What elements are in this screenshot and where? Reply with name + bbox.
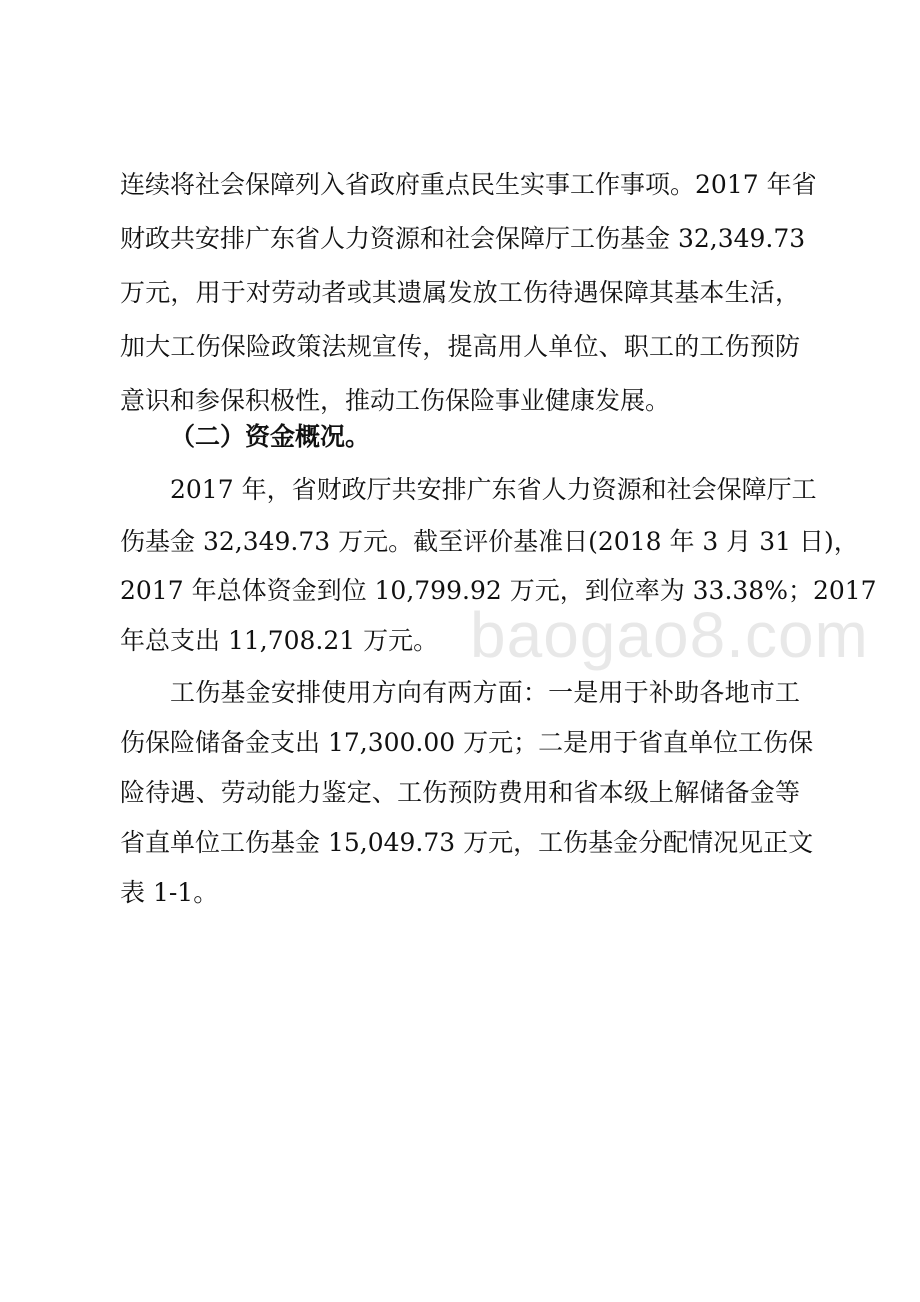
- p1-line-4: 加大工伤保险政策法规宣传，提高用人单位、职工的工伤预防: [120, 332, 800, 361]
- p2-line-1: 2017 年，省财政厅共安排广东省人力资源和社会保障厅工: [170, 475, 817, 504]
- p3-line-4: 省直单位工伤基金 15,049.73 万元，工伤基金分配情况见正文: [120, 828, 814, 857]
- p1-line-5: 意识和参保积极性，推动工伤保险事业健康发展。: [120, 386, 671, 415]
- p1-line-1: 连续将社会保障列入省政府重点民生实事工作事项。2017 年省: [120, 170, 817, 199]
- p1-line-3: 万元，用于对劳动者或其遗属发放工伤待遇保障其基本生活，: [120, 278, 800, 307]
- p3-line-2: 伤保险储备金支出 17,300.00 万元；二是用于省直单位工伤保: [120, 728, 814, 757]
- p3-line-5: 表 1-1。: [120, 878, 219, 907]
- p2-line-4: 年总支出 11,708.21 万元。: [120, 626, 439, 655]
- section-heading: （二）资金概况。: [170, 422, 371, 451]
- p2-line-2: 伤基金 32,349.73 万元。截至评价基准日(2018 年 3 月 31 日)，: [120, 527, 859, 556]
- watermark: baogao8.com: [470, 599, 869, 671]
- p2-line-3: 2017 年总体资金到位 10,799.92 万元，到位率为 33.38%；2017: [120, 576, 877, 605]
- p3-line-1: 工伤基金安排使用方向有两方面：一是用于补助各地市工: [170, 678, 800, 707]
- p1-line-2: 财政共安排广东省人力资源和社会保障厅工伤基金 32,349.73: [120, 224, 806, 253]
- p3-line-3: 险待遇、劳动能力鉴定、工伤预防费用和省本级上解储备金等: [120, 778, 800, 807]
